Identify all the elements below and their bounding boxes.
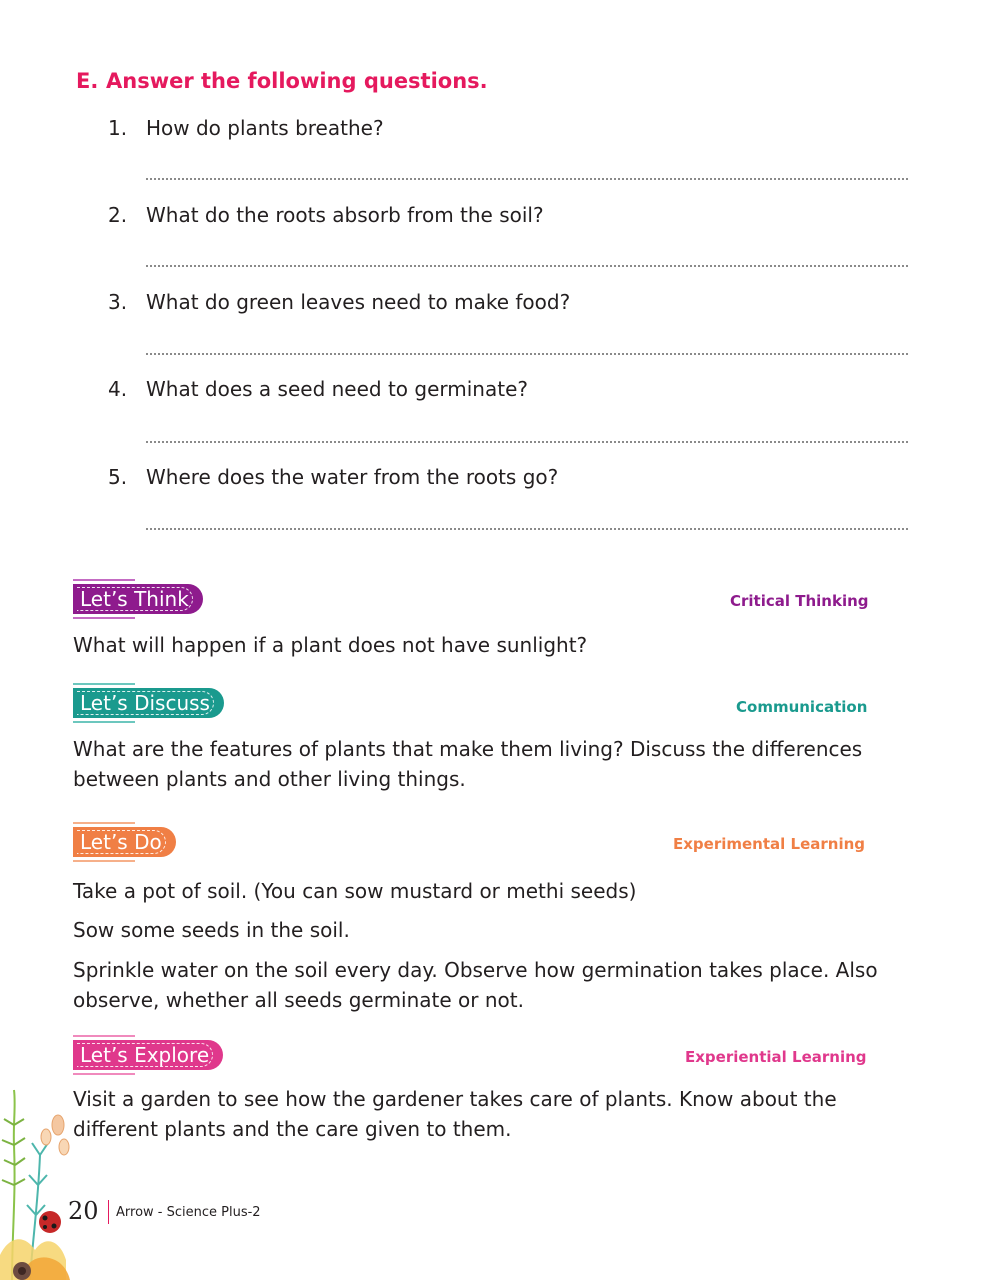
section-letter: E. xyxy=(76,69,99,93)
badge-label: Let’s Do xyxy=(80,830,162,854)
activity-step: Sprinkle water on the soil every day. Observe how germination takes place. Also observe, whether all seeds germinate or not. xyxy=(73,958,878,1012)
page-number: 20 xyxy=(68,1197,99,1225)
skill-label: Critical Thinking xyxy=(730,592,869,610)
answer-line[interactable] xyxy=(146,178,908,180)
question-text: What do green leaves need to make food? xyxy=(146,290,571,314)
activity-text: What are the features of plants that make them living? Discuss the differences between plants and other living things. xyxy=(73,737,863,791)
answer-line[interactable] xyxy=(146,265,908,267)
section-heading xyxy=(76,69,488,93)
question-number: 4. xyxy=(108,377,128,401)
question-text: How do plants breathe? xyxy=(146,116,384,140)
activity-step: Sow some seeds in the soil. xyxy=(73,918,350,942)
section-title: Answer the following questions. xyxy=(106,69,488,93)
question-text: What do the roots absorb from the soil? xyxy=(146,203,544,227)
lets-do-badge xyxy=(73,827,176,857)
activity-step: Take a pot of soil. (You can sow mustard or methi seeds) xyxy=(73,879,637,903)
question-text: Where does the water from the roots go? xyxy=(146,465,559,489)
question-number: 1. xyxy=(108,116,128,140)
question-number: 2. xyxy=(108,203,128,227)
footer-divider xyxy=(108,1200,109,1224)
question-text: What does a seed need to germinate? xyxy=(146,377,528,401)
book-title: Arrow - Science Plus-2 xyxy=(116,1205,261,1220)
answer-line[interactable] xyxy=(146,441,908,443)
answer-line[interactable] xyxy=(146,528,908,530)
badge-label: Let’s Think xyxy=(80,587,189,611)
activity-text: Visit a garden to see how the gardener takes care of plants. Know about the different plants and the care given to them. xyxy=(73,1087,837,1141)
badge-label: Let’s Explore xyxy=(80,1043,210,1067)
badge-label: Let’s Discuss xyxy=(80,691,210,715)
lets-discuss-badge xyxy=(73,688,224,718)
lets-explore-badge xyxy=(73,1040,223,1070)
skill-label: Experiential Learning xyxy=(685,1048,867,1066)
plant-decoration-icon xyxy=(0,1085,90,1280)
lets-think-badge xyxy=(73,584,203,614)
activity-text: What will happen if a plant does not have sunlight? xyxy=(73,633,588,657)
question-number: 5. xyxy=(108,465,128,489)
skill-label: Communication xyxy=(736,698,868,716)
question-number: 3. xyxy=(108,290,128,314)
answer-line[interactable] xyxy=(146,353,908,355)
skill-label: Experimental Learning xyxy=(673,835,865,853)
